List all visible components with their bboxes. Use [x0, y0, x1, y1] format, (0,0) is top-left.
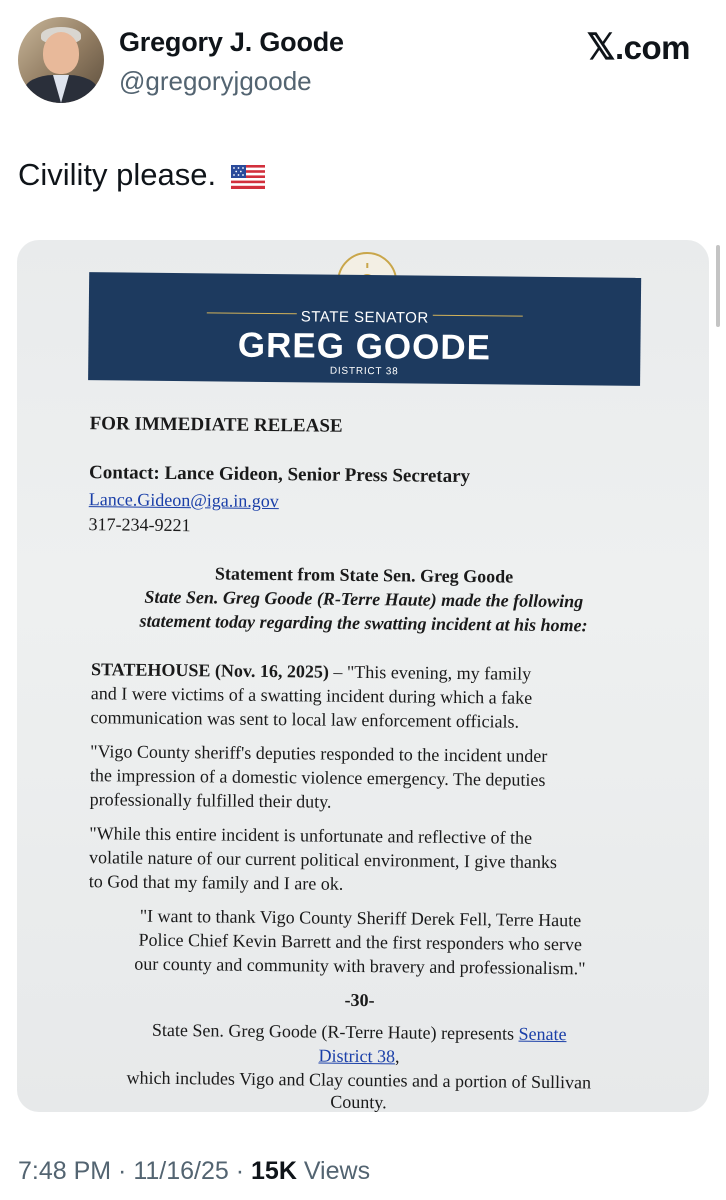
footer-comma: , [394, 1046, 400, 1067]
meta-separator: · [111, 1157, 134, 1185]
paragraph-1-line-2: and I were victims of a swatting incident during which a fake [90, 683, 533, 708]
statement-subtitle-2: statement today regarding the swatting incident at his home: [139, 610, 588, 636]
end-mark: -30- [344, 989, 375, 1011]
display-name[interactable]: Gregory J. Goode [119, 27, 344, 57]
x-logo-icon: 𝕏 [586, 26, 615, 67]
avatar[interactable] [18, 17, 104, 103]
views-label: Views [296, 1157, 371, 1185]
paragraph-4-line-1: "I want to thank Vigo County Sheriff Derek Fell, Terre Haute [139, 905, 582, 931]
scrollbar[interactable] [716, 245, 720, 327]
tweet-time[interactable]: 7:48 PM [18, 1157, 112, 1185]
senate-district-link[interactable]: Senate [518, 1023, 567, 1045]
paragraph-3-line-2: volatile nature of our current political environment, I give thanks [88, 847, 558, 873]
contact-phone: 317-234-9221 [88, 514, 191, 536]
footer-text-1: State Sen. Greg Goode (R-Terre Haute) represents [151, 1019, 519, 1044]
contact-line: Contact: Lance Gideon, Senior Press Secretary [89, 462, 471, 488]
paragraph-3-line-1: "While this entire incident is unfortunate and reflective of the [89, 823, 533, 848]
senator-banner [88, 272, 641, 386]
paragraph-1-line-3: communication was sent to local law enforcement officials. [90, 707, 520, 732]
tweet-date[interactable]: 11/16/25 [133, 1157, 229, 1185]
paragraph-2-line-3: professionally fulfilled their duty. [89, 789, 332, 812]
x-logo[interactable] [586, 26, 690, 68]
tweet-text [18, 157, 265, 193]
paragraph-3-line-3: to God that my family and I are ok. [88, 871, 344, 894]
contact-email-link[interactable]: Lance.Gideon@iga.in.gov [88, 489, 279, 512]
banner-name: GREG GOODE [237, 325, 492, 368]
tweet-media-image[interactable] [17, 240, 709, 1112]
release-heading: FOR IMMEDIATE RELEASE [89, 413, 343, 437]
user-handle[interactable]: @gregoryjgoode [119, 66, 312, 96]
us-flag-icon [231, 165, 265, 189]
footer-line-3: which includes Vigo and Clay counties and a portion of Sullivan [126, 1067, 592, 1093]
district-link[interactable]: District 38 [318, 1045, 396, 1067]
paragraph-1-opening: – "This evening, my family [328, 661, 532, 684]
statement-subtitle-1: State Sen. Greg Goode (R-Terre Haute) made the following [144, 586, 584, 612]
views-count: 15K [251, 1157, 297, 1185]
press-release-document [17, 240, 709, 1112]
statement-title: Statement from State Sen. Greg Goode [214, 563, 514, 587]
banner-subtitle: STATE SENATOR [300, 308, 429, 327]
tweet-meta [18, 1157, 370, 1186]
meta-separator: · [228, 1157, 252, 1185]
avatar-face [43, 32, 79, 74]
footer-line-4: County. [330, 1091, 387, 1112]
paragraph-4-line-2: Police Chief Kevin Barrett and the first responders who serve [138, 929, 582, 955]
paragraph-2-line-1: "Vigo County sheriff's deputies responded to the incident under [90, 741, 548, 766]
dateline: STATEHOUSE (Nov. 16, 2025) [90, 659, 330, 682]
paragraph-2-line-2: the impression of a domestic violence emergency. The deputies [89, 765, 546, 790]
paragraph-4-line-3: our county and community with bravery and professionalism." [134, 953, 586, 979]
banner-district: DISTRICT 38 [329, 365, 399, 378]
x-logo-suffix: .com [614, 29, 690, 66]
tweet-body: Civility please. [18, 157, 217, 192]
